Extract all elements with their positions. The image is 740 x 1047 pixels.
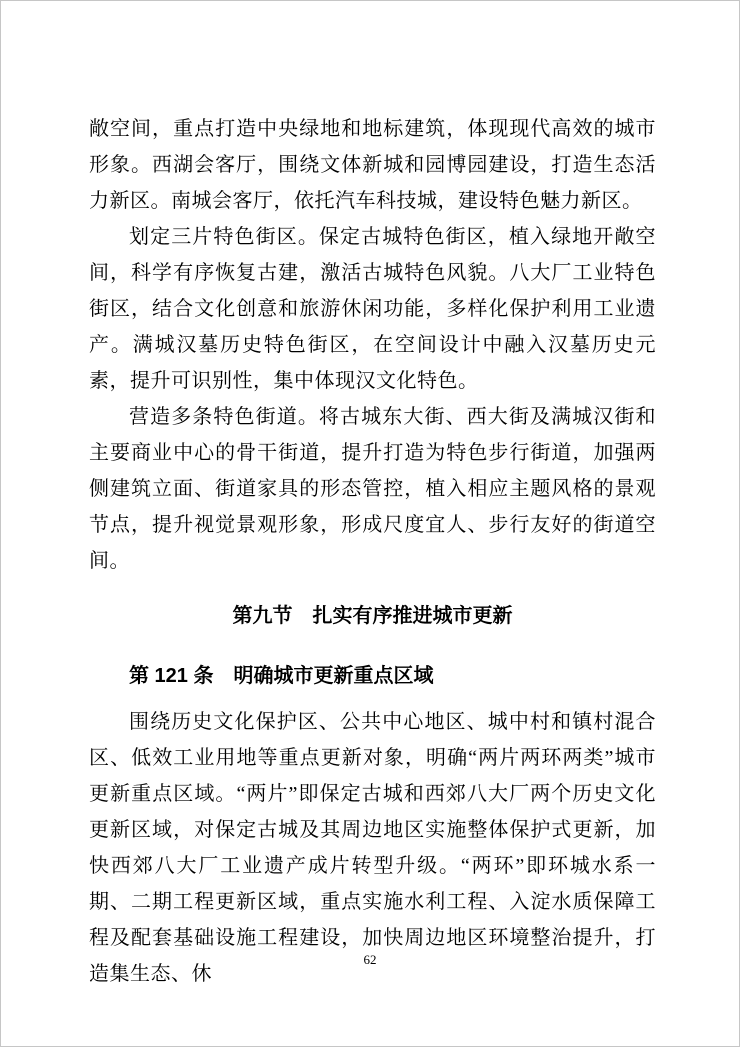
paragraph-special-streets: 营造多条特色街道。将古城东大街、西大街及满城汉街和主要商业中心的骨干街道，提升打造为特色步行街道，加强两侧建筑立面、街道家具的形态管控，植入相应主题风格的景观节点，提升视觉景观形象，形成尺度宜人、步行友好的街道空间。 xyxy=(89,406,656,572)
paragraph-special-districts: 划定三片特色街区。保定古城特色街区，植入绿地开敞空间，科学有序恢复古建，激活古城特色风貌。八大厂工业特色街区，结合文化创意和旅游休闲功能，多样化保护利用工业遗产。满城汉墓历史特色街区，在空间设计中融入汉墓历史元素，提升可识别性，集中体现汉文化特色。 xyxy=(89,226,656,392)
paragraph-continuation: 敞空间，重点打造中央绿地和地标建筑，体现现代高效的城市形象。西湖会客厅，围绕文体新城和园博园建设，打造生态活力新区。南城会客厅，依托汽车科技城，建设特色魅力新区。 xyxy=(89,118,656,212)
section-heading: 第九节 扎实有序推进城市更新 xyxy=(232,605,513,627)
paragraph-renewal-areas: 围绕历史文化保护区、公共中心地区、城中村和镇村混合区、低效工业用地等重点更新对象，明确“两片两环两类”城市更新重点区域。“两片”即保定古城和西郊八大厂两个历史文化更新区域，对保定古城及其周边地区实施整体保护式更新，加快西郊八大厂工业遗产成片转型升级。“两环”即环城水系一期、二期工程更新区域，重点实施水利工程、入淀水质保障工程及配套基础设施工程建设，加快周边地区环境整治提升，打造集生态、休 xyxy=(89,711,656,985)
article-heading: 第 121 条 明确城市更新重点区域 xyxy=(129,665,434,687)
page-number: 62 xyxy=(363,952,377,967)
page-content xyxy=(89,111,656,992)
